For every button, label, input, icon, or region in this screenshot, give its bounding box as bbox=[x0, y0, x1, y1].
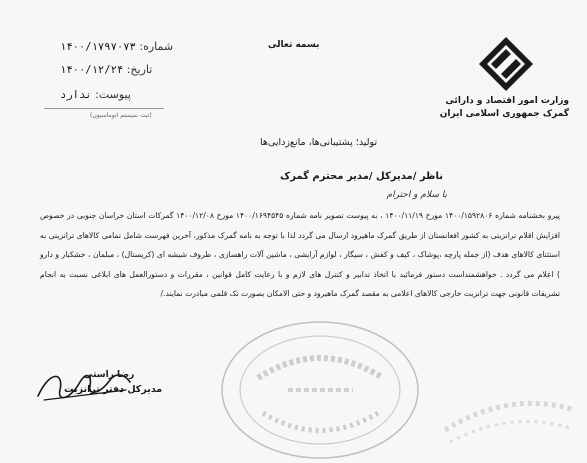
official-stamp-watermark bbox=[218, 318, 423, 463]
letter-number-row bbox=[60, 40, 173, 53]
bismillah-heading: بسمه تعالی bbox=[268, 40, 320, 50]
signatory-title: مدیرکل دفتر ترانزیت bbox=[64, 384, 163, 395]
customs-logo-icon bbox=[477, 35, 535, 93]
secondary-stamp-watermark bbox=[440, 380, 580, 450]
slogan-line: تولید؛ پشتیبانی‌ها، مانع‌زدایی‌ها bbox=[260, 137, 378, 148]
meta-divider bbox=[44, 108, 164, 109]
letter-date-row bbox=[60, 63, 152, 76]
greeting: با سلام و احترام bbox=[386, 190, 447, 200]
number-value: ۱۴۰۰/۱۷۹۷۰۷۳ bbox=[60, 41, 136, 53]
signatory-name: رضا راستی bbox=[84, 370, 135, 380]
attachment-value: ندارد bbox=[60, 89, 92, 101]
date-label: تاریخ: bbox=[126, 63, 153, 76]
addressee: ناظر /مدیرکل /مدیر محترم گمرک bbox=[279, 171, 443, 182]
number-label: شماره: bbox=[139, 40, 174, 53]
org-name-line1: وزارت امور اقتصاد و دارائی bbox=[445, 96, 569, 106]
date-value: ۱۴۰۰/۱۲/۲۴ bbox=[60, 64, 124, 76]
system-note: (ثبت سیستم اتوماسیون) bbox=[90, 112, 152, 119]
letter-body: پیرو بخشنامه شماره ۱۴۰۰/۱۵۹۲۸۰۶ مورخ ۱۴۰۰/۱۱/۱۹ ، به پیوست تصویر نامه شماره ۱۴۰۰/۱۶۹۴۵۴۵ مورخ ۱۴۰۰/۱۲/۰۸ گمرکات استان خراسان جنوبی در خصوص افزایش اقلام ترانزیتی به کشور افغانستان از طریق گمرک ماهیرود ارسال می گردد لذا با توجه به نامه گمرک مذکور، آخرین فهرست شامل تمامی کالاهای ترانزیتی به استثنای کالاهای هدف (از جمله پارچه ،پوشاک ، کیف و کفش ، سیگار ، لوازم آرایشی ، ماشین آلات راهسازی ، ظروف شیشه ای (کریستال) ، مبلمان ، خشکبار و دارو ) اعلام می گردد . خواهشمنداست دستور فرمائید با اتخاذ تدابیر و کنترل های لازم و با رعایت کامل قوانین ، مقررات و دستورالعمل های ابلاغی نسبت به انجام تشریفات قانونی جهت ترانزیت خارجی کالاهای اعلامی به مقصد گمرک ماهیرود و حتی الامکان بصورت تک قلمی مبادرت نمایند./ bbox=[40, 211, 561, 298]
attachment-row bbox=[60, 88, 131, 101]
attachment-label: پیوست: bbox=[95, 88, 131, 101]
org-name-line2: گمرک جمهوری اسلامی ایران bbox=[439, 109, 569, 119]
